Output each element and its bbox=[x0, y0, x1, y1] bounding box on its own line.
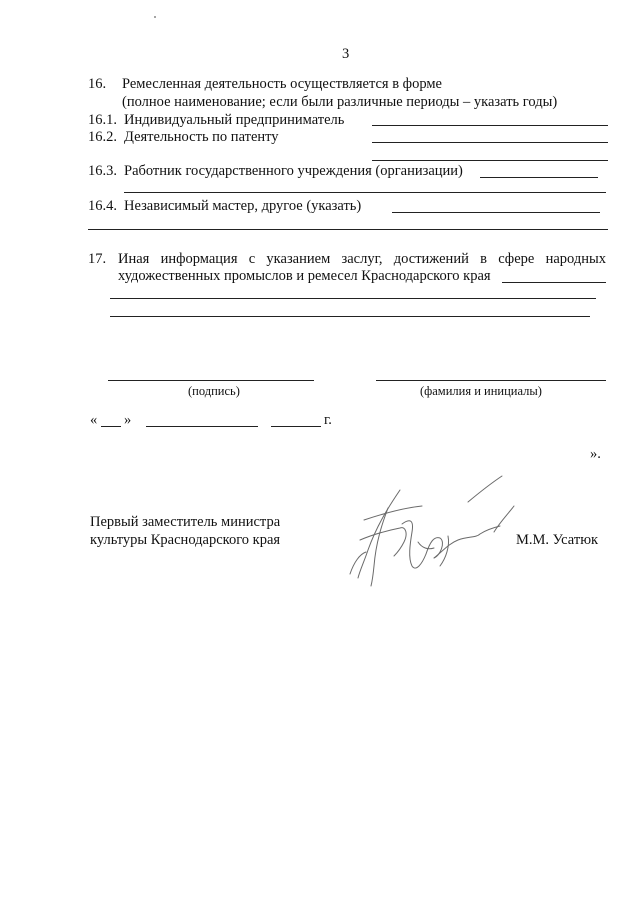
item-16-4-fill-line-2[interactable] bbox=[88, 229, 608, 230]
item-16-3-label: Работник государственного учреждения (организации) bbox=[124, 163, 463, 179]
stray-mark bbox=[154, 16, 156, 18]
year-suffix: г. bbox=[324, 412, 332, 428]
item-16-3-fill-line-2[interactable] bbox=[124, 192, 606, 193]
date-day-line[interactable] bbox=[101, 426, 121, 427]
closing-quote: ». bbox=[590, 446, 601, 462]
section-17-number: 17. bbox=[88, 251, 107, 267]
item-16-1-label: Индивидуальный предприниматель bbox=[124, 112, 345, 128]
item-16-2-label: Деятельность по патенту bbox=[124, 129, 279, 145]
item-16-1-number: 16.1. bbox=[88, 112, 117, 128]
signature-caption: (подпись) bbox=[188, 384, 240, 398]
item-16-4-number: 16.4. bbox=[88, 198, 117, 214]
section-16-subtitle: (полное наименование; если были различные периоды – указать годы) bbox=[122, 94, 558, 110]
section-17-line2: художественных промыслов и ремесел Краснодарского края bbox=[118, 268, 491, 284]
item-16-3-fill-line[interactable] bbox=[480, 177, 598, 178]
signatory-name: М.М. Усатюк bbox=[516, 532, 599, 548]
date-year-line[interactable] bbox=[271, 426, 321, 427]
section-16-number: 16. bbox=[88, 76, 107, 92]
page-number: 3 bbox=[342, 46, 350, 62]
handwritten-signature bbox=[330, 462, 530, 592]
item-16-2-fill-line-2[interactable] bbox=[372, 160, 608, 161]
item-16-2-fill-line[interactable] bbox=[372, 142, 608, 143]
date-open-quote: « bbox=[90, 412, 98, 428]
section-17-line1: Иная информация с указанием заслуг, достижений в сфере народных bbox=[118, 251, 606, 267]
item-16-2-number: 16.2. bbox=[88, 129, 117, 145]
name-line[interactable] bbox=[376, 380, 606, 381]
date-month-line[interactable] bbox=[146, 426, 258, 427]
item-16-1-fill-line[interactable] bbox=[372, 125, 608, 126]
section-17-fill-line-2[interactable] bbox=[110, 298, 596, 299]
section-17-fill-line-3[interactable] bbox=[110, 316, 590, 317]
item-16-4-fill-line[interactable] bbox=[392, 212, 600, 213]
item-16-3-number: 16.3. bbox=[88, 163, 117, 179]
signature-line[interactable] bbox=[108, 380, 314, 381]
date-close-quote: » bbox=[124, 412, 132, 428]
signatory-title-line1: Первый заместитель министра bbox=[90, 514, 281, 530]
signatory-title-line2: культуры Краснодарского края bbox=[90, 532, 281, 548]
section-16-title: Ремесленная деятельность осуществляется в форме bbox=[122, 76, 442, 92]
name-caption: (фамилия и инициалы) bbox=[420, 384, 542, 398]
item-16-4-label: Независимый мастер, другое (указать) bbox=[124, 198, 362, 214]
section-17-fill-line[interactable] bbox=[502, 282, 606, 283]
